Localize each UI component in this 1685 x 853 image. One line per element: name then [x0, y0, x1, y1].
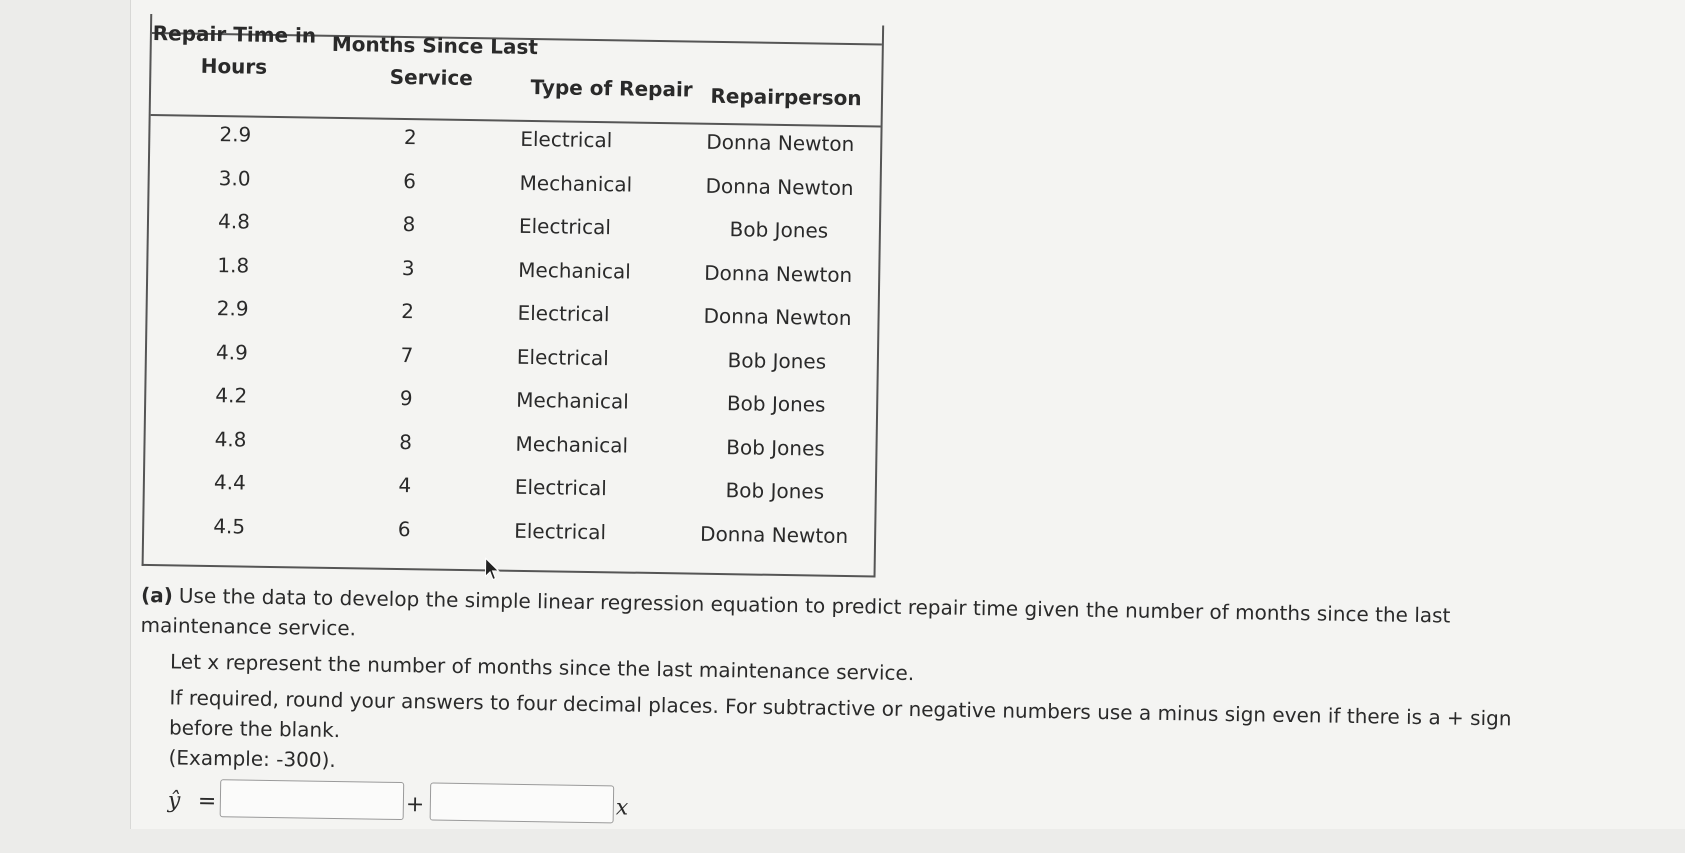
cell-months: 2 [403, 125, 417, 150]
y-hat-symbol: ŷ [167, 788, 181, 814]
cell-months: 4 [398, 472, 412, 498]
cell-months: 2 [401, 298, 415, 324]
mouse-cursor-icon [484, 557, 500, 581]
header-repairperson: Repairperson [710, 83, 862, 111]
header-months-line2: Service [389, 64, 474, 91]
cell-hours: 3.0 [218, 165, 251, 191]
header-type-of-repair: Type of Repair [530, 74, 693, 102]
cell-type: Mechanical [516, 387, 629, 414]
cell-person: Bob Jones [727, 347, 827, 374]
repair-data-table [142, 14, 885, 577]
cell-months: 6 [397, 516, 411, 541]
cell-type: Electrical [520, 126, 613, 153]
cell-hours: 2.9 [219, 122, 252, 147]
x-variable: x [615, 795, 629, 821]
cell-hours: 4.2 [215, 383, 248, 408]
cell-type: Electrical [516, 344, 610, 370]
cell-person: Donna Newton [703, 303, 852, 331]
plus-sign: + [405, 792, 425, 818]
question-text: Use the data to develop the simple linear regression equation to predict repair time given the number of months since the last maintenance service. [140, 583, 1451, 641]
cell-months: 7 [400, 342, 414, 367]
table-body [144, 118, 881, 564]
question-part-a [138, 580, 1562, 844]
cell-months: 6 [403, 168, 417, 193]
cell-months: 3 [401, 255, 415, 280]
cell-type: Mechanical [515, 431, 629, 458]
question-label: (a) [140, 582, 174, 608]
cell-person: Bob Jones [726, 434, 825, 461]
cell-person: Donna Newton [705, 173, 854, 200]
cell-type: Mechanical [518, 257, 631, 284]
cell-type: Electrical [517, 300, 610, 327]
header-months-line1: Months Since Last [331, 31, 539, 60]
question-example: (Example: -300). [168, 745, 336, 773]
cell-hours: 4.4 [213, 470, 246, 495]
header-hours-line2: Hours [200, 53, 268, 79]
cell-person: Bob Jones [729, 217, 829, 243]
cell-hours: 4.9 [215, 339, 249, 365]
slope-input[interactable] [430, 782, 615, 823]
cell-months: 9 [399, 385, 413, 411]
cell-person: Bob Jones [726, 391, 826, 417]
cell-hours: 4.8 [214, 426, 247, 452]
cell-person: Bob Jones [725, 478, 825, 504]
equals-sign: = [197, 788, 217, 815]
cell-months: 8 [399, 429, 413, 454]
cell-type: Electrical [513, 518, 607, 544]
cell-hours: 2.9 [216, 296, 249, 321]
cell-hours: 4.8 [217, 209, 251, 234]
intercept-input[interactable] [220, 779, 405, 820]
cell-type: Electrical [518, 213, 612, 240]
cell-hours: 4.5 [213, 513, 246, 539]
cell-type: Mechanical [519, 170, 633, 197]
header-hours-line1: Repair Time in [152, 21, 317, 48]
cell-type: Electrical [514, 474, 607, 501]
cell-months: 8 [402, 211, 416, 237]
cell-person: Donna Newton [706, 129, 855, 157]
cell-person: Donna Newton [704, 260, 853, 287]
cell-person: Donna Newton [699, 521, 849, 548]
question-instructions: If required, round your answers to four decimal places. For subtractive or negative numbers use a minus sign even if there is a + sign before the blank. [168, 685, 1512, 743]
question-line-2: Let x represent the number of months since the last maintenance service. [169, 649, 915, 686]
cell-hours: 1.8 [217, 252, 250, 278]
